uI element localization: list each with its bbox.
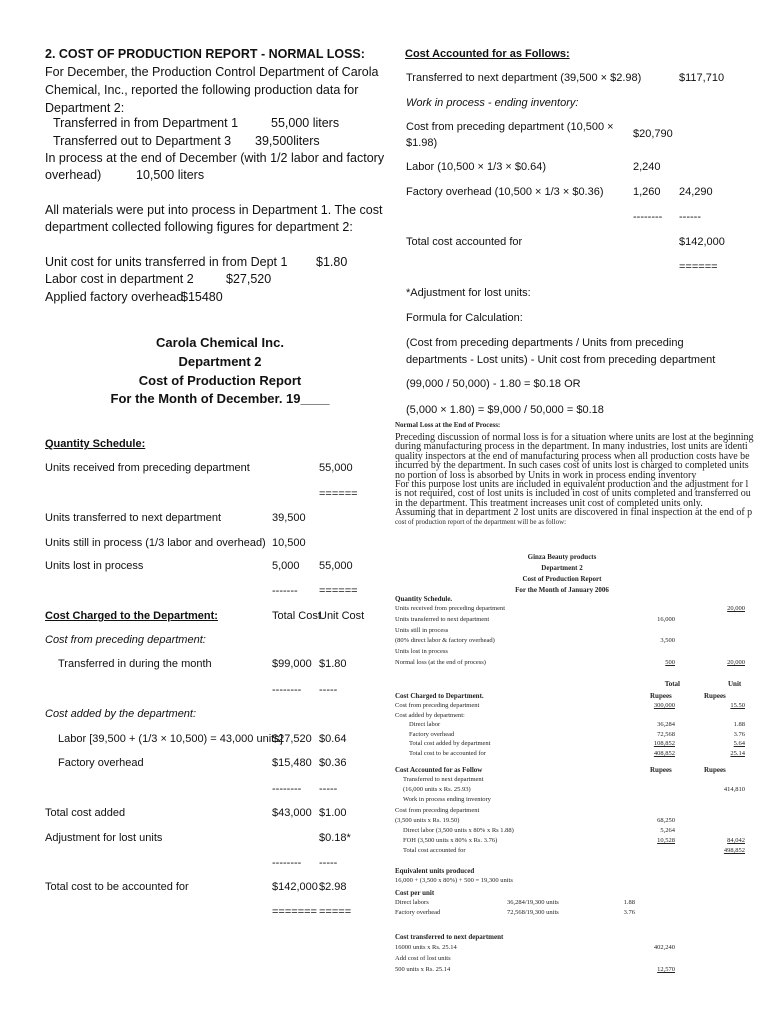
scan-table-row (395, 796, 765, 806)
scan-cell-value: 36,284 (657, 721, 675, 729)
scan-table-row (395, 627, 765, 637)
foh-value: 1,260 (633, 186, 661, 198)
scan-para-line: no portion of loss is absorbed by Units in work in process ending inventory (395, 469, 697, 481)
total-added-unit: $1.00 (319, 807, 347, 819)
divider: -------- (272, 684, 302, 696)
report-department: Department 2 (178, 354, 262, 369)
scan-cell-value: 3.76 (733, 730, 745, 738)
scan-cell-value: 408,852 (653, 750, 675, 757)
transferred-in-label: Transferred in from Department 1 (53, 116, 239, 130)
cfpd-line-2: $1.98) (406, 137, 438, 149)
scan-cell-label: (16,000 units x Rs. 25.93) (403, 786, 471, 794)
foh-label: Applied factory overhead (45, 290, 184, 304)
scan-cell-value: 12,570 (657, 966, 675, 973)
scan-cell-value: 16,000 (657, 615, 675, 623)
labor-row-total: $27,520 (272, 733, 312, 745)
foh-row-unit: $0.36 (319, 757, 347, 769)
scan-cell-label: Direct labor (409, 721, 441, 729)
scan-accounted-heading: Cost Accounted for as Follow (395, 766, 483, 774)
scan-table-row (395, 966, 765, 976)
scan-cell-value: 108,852 (653, 740, 675, 748)
scan-cell-value: 402,240 (653, 944, 675, 951)
adjustment-label: Adjustment for lost units (45, 832, 163, 844)
col-unit-cost: Unit Cost (319, 610, 365, 622)
scan-table-row (395, 702, 765, 712)
scan-cell-label: 500 units x Rs. 25.14 (395, 966, 451, 973)
adjustment-unit: $0.18* (319, 832, 351, 844)
scan-cell-value: 5,264 (660, 827, 675, 834)
scan-cell-label: Total cost added by department (409, 740, 491, 748)
scan-heading: Normal Loss at the End of Process: (395, 421, 501, 429)
report-period: For the Month of December. 19____ (110, 391, 330, 406)
transferred-value: $117,710 (679, 72, 725, 84)
received-label: Units received from preceding department (45, 462, 250, 474)
divider: ----- (319, 783, 338, 795)
scan-table-row (395, 740, 765, 750)
scan-cell-value: 84,042 (727, 837, 745, 845)
transferred-in-value: 55,000 liters (271, 116, 340, 130)
scan-table-row (395, 955, 765, 965)
materials-line-1: All materials were put into process in Department 1. The cost (45, 203, 383, 217)
calc-line-1: (99,000 / 50,000) - 1.80 = $0.18 OR (406, 378, 581, 390)
scan-equivalent-formula: 16,000 + (3,500 x 80%) + 500 = 19,300 units (395, 877, 513, 884)
total-accounted-total: $142,000 (272, 881, 318, 893)
scan-cell-label: Factory overhead (395, 909, 441, 916)
scan-cell-value: 3.76 (623, 909, 635, 916)
scan-cell-label: Units received from preceding department (395, 605, 506, 612)
scanned-excerpt (392, 418, 768, 988)
divider: ------- (272, 585, 298, 597)
scan-para-line: is not required, cost of lost units is included in cost of units completed and transferred ou (395, 488, 751, 500)
scan-cell-label: Total cost accounted for (403, 847, 466, 855)
col-total-cost: Total Cost (272, 610, 321, 622)
scan-para-line: quality inspectors at the end of manufacturing process when all production costs have be (395, 450, 750, 462)
scan-title-line: Department 2 (541, 564, 583, 572)
unit-cost-value: $1.80 (316, 255, 348, 269)
divider: ====== (319, 585, 358, 597)
in-process-line-1: In process at the end of December (with 1/2 labor and factory (45, 151, 385, 165)
cost-charged-heading: Cost Charged to the Department: (45, 610, 218, 622)
scan-cell-value: 15.50 (730, 702, 745, 709)
transferred-label: Transferred to next department (39,500 × $2.98) (406, 72, 642, 84)
scan-cell-label: Units transferred to next department (395, 615, 490, 623)
during-month-total: $99,000 (272, 658, 312, 670)
lost-label: Units lost in process (45, 560, 144, 572)
scan-cell-label: Normal loss (at the end of process) (395, 659, 486, 666)
transferred-out-value: 39,500liters (255, 134, 320, 148)
scan-cell-label: FOH (3,500 units x 80% x Rs. 3.76) (403, 837, 498, 845)
scan-para-line: Preceding discussion of normal loss is for a situation where units are lost at the beginning (395, 432, 754, 443)
formula-line-2: departments - Lost units) - Unit cost from preceding department (406, 354, 716, 366)
still-in-process-label: Units still in process (1/3 labor and overhead) (45, 537, 266, 549)
scan-table-row (395, 909, 765, 919)
formula-label: Formula for Calculation: (406, 312, 523, 324)
formula-line-1: (Cost from preceding departments / Units from preceding (406, 337, 684, 349)
scan-cell-value: 1.88 (733, 721, 745, 729)
in-process-value: 10,500 liters (136, 168, 205, 182)
scan-rupees: Rupees (650, 692, 672, 700)
scan-table-row (395, 786, 765, 796)
preceding-heading: Cost from preceding department: (45, 634, 206, 646)
transferred-out-label: Transferred out to Department 3 (53, 134, 232, 148)
labor-cost-label: Labor cost in department 2 (45, 272, 194, 286)
scan-cell-value: 300,000 (653, 702, 675, 709)
scan-cell-label: (80% direct labor & factory overhead) (395, 637, 495, 645)
report-title: Cost of Production Report (138, 373, 302, 388)
scan-table-row (395, 807, 765, 817)
divider: ------ (679, 211, 701, 223)
divider: ====== (679, 261, 718, 273)
foh-label: Factory overhead (10,500 × 1/3 × $0.36) (406, 186, 604, 198)
scan-cell-label: 16000 units x Rs. 25.14 (395, 944, 457, 951)
lost-value: 5,000 (272, 560, 300, 572)
scan-table-row (395, 637, 765, 647)
total-accounted-unit: $2.98 (319, 881, 347, 893)
scan-cell-label: (3,500 units x Rs. 19.50) (395, 816, 460, 824)
scan-cell-value: 498,852 (723, 847, 745, 855)
scan-title-line: For the Month of January 2006 (515, 586, 609, 594)
during-month-unit: $1.80 (319, 658, 347, 670)
scan-cell-label: Direct labors (395, 899, 429, 906)
in-process-line-2: overhead) (45, 168, 102, 182)
labor-label: Labor (10,500 × 1/3 × $0.64) (406, 161, 547, 173)
quantity-schedule-heading: Quantity Schedule: (45, 438, 146, 450)
materials-line-2: department collected following figures for department 2: (45, 220, 353, 234)
scan-hdr-unit: Unit (728, 680, 742, 688)
adjustment-note: *Adjustment for lost units: (406, 287, 531, 299)
intro-line-3: Department 2: (45, 101, 125, 115)
scan-table-row (395, 721, 765, 731)
scan-equivalent-heading: Equivalent units produced (395, 867, 475, 875)
foh-row-label: Factory overhead (58, 757, 144, 769)
divider: ====== (319, 488, 358, 500)
scan-para-line: during manufacturing process in the department. In many industries, lost units are identi (395, 441, 748, 453)
scan-table-row (395, 731, 765, 741)
scan-ctn-heading: Cost transferred to next department (395, 933, 504, 941)
divider: ===== (319, 906, 352, 918)
scan-cell-label: Cost from preceding department (395, 702, 480, 709)
labor-value: 2,240 (633, 161, 661, 173)
scan-cell-value: 25.14 (730, 750, 745, 757)
scan-table-row (395, 750, 765, 760)
wip-heading: Work in process - ending inventory: (406, 97, 579, 109)
scan-charged-heading: Cost Charged to Department. (395, 692, 484, 700)
scan-table-row (395, 944, 765, 954)
divider: ======= (272, 906, 317, 918)
foh-total: 24,290 (679, 186, 713, 198)
scan-para-line: incurred by the department. In such cases cost of units lost is charged to completed units (395, 460, 749, 472)
scan-qty-heading: Quantity Schedule. (395, 595, 453, 603)
scan-table-row (395, 817, 765, 827)
lost-total: 55,000 (319, 560, 353, 572)
scan-paragraph (395, 433, 754, 527)
total-label: Total cost accounted for (406, 236, 523, 248)
total-accounted-label: Total cost to be accounted for (45, 881, 189, 893)
scan-rupees: Rupees (704, 692, 726, 700)
scan-rupees: Rupees (704, 766, 726, 774)
scan-title-line: Cost of Production Report (522, 575, 602, 583)
scan-table-row (395, 605, 765, 615)
scan-table-row (395, 847, 765, 857)
intro-line-1: For December, the Production Control Department of Carola (45, 65, 379, 79)
scan-cell-value: 72,568 (657, 730, 675, 738)
scan-para-line: Assuming that in department 2 lost units are discovered in final inspection at the end of p (395, 507, 753, 519)
still-in-process-value: 10,500 (272, 537, 306, 549)
accounted-heading: Cost Accounted for as Follows: (405, 48, 570, 60)
scan-cell-formula: 72,568/19,300 units (507, 909, 559, 916)
scan-cell-label: Units lost in process (395, 648, 448, 656)
scan-table-row (395, 712, 765, 722)
scan-cell-label: Add cost of lost units (395, 955, 451, 962)
labor-cost-value: $27,520 (226, 272, 272, 286)
cfpd-line-1: Cost from preceding department (10,500 × (406, 121, 614, 133)
scan-table-row (395, 648, 765, 658)
divider: -------- (272, 857, 302, 869)
scan-table-row (395, 827, 765, 837)
scan-cell-value: 20,000 (727, 659, 745, 666)
section-heading: 2. COST OF PRODUCTION REPORT - NORMAL LOSS: (45, 47, 365, 61)
scan-cell-label: Units still in process (395, 626, 449, 634)
received-value: 55,000 (319, 462, 353, 474)
scan-cell-label: Work in process ending inventory (403, 796, 491, 804)
scan-cpu-heading: Cost per unit (395, 889, 435, 897)
scan-table-row (395, 616, 765, 626)
report-company: Carola Chemical Inc. (156, 335, 284, 350)
cfpd-value: $20,790 (633, 128, 673, 140)
foh-value: $15480 (181, 290, 223, 304)
total-value: $142,000 (679, 236, 725, 248)
scan-para-line: For this purpose lost units are included in equivalent production and the adjustment for l (395, 479, 749, 491)
scan-cell-formula: 36,284/19,300 units (507, 899, 559, 906)
during-month-label: Transferred in during the month (58, 658, 212, 670)
divider: ----- (319, 684, 338, 696)
scan-rupees: Rupees (650, 766, 672, 774)
transferred-next-label: Units transferred to next department (45, 512, 222, 524)
scan-para-line: cost of production report of the department will be as follow: (395, 517, 567, 526)
scan-title (462, 552, 662, 596)
scan-table-row (395, 659, 765, 669)
scan-cell-value: 5.64 (733, 740, 745, 748)
calc-line-2: (5,000 × 1.80) = $9,000 / 50,000 = $0.18 (406, 404, 604, 416)
divider: -------- (633, 211, 663, 223)
scan-cell-label: Direct labor (3,500 units x 80% x Rs 1.88) (403, 827, 514, 834)
scan-cell-value: 414,810 (723, 786, 745, 794)
labor-row-label: Labor [39,500 + (1/3 × 10,500) = 43,000 units] (58, 733, 283, 745)
divider: ----- (319, 857, 338, 869)
scan-cell-value: 3,500 (660, 637, 675, 645)
scan-cell-value: 1.88 (623, 899, 635, 906)
scan-table-row (395, 899, 765, 909)
scan-cell-value: 20,000 (727, 605, 745, 612)
scan-hdr-total: Total (664, 680, 680, 688)
scan-cell-value: 68,250 (657, 816, 675, 824)
scan-para-line: in the department. This treatment increases unit cost of completed units only. (395, 497, 703, 509)
total-added-total: $43,000 (272, 807, 312, 819)
added-heading: Cost added by the department: (45, 708, 197, 720)
scan-cell-label: Cost from preceding department (395, 806, 480, 814)
scan-cell-value: 500 (665, 659, 675, 666)
unit-cost-label: Unit cost for units transferred in from Dept 1 (45, 255, 288, 269)
scan-cell-label: Factory overhead (409, 730, 455, 738)
scan-cell-label: Cost added by department: (395, 711, 465, 719)
divider: -------- (272, 783, 302, 795)
scan-cell-label: Total cost to be accounted for (409, 750, 486, 757)
scan-table-row (395, 776, 765, 786)
foh-row-total: $15,480 (272, 757, 312, 769)
total-added-label: Total cost added (45, 807, 126, 819)
scan-title-line: Ginza Beauty products (527, 553, 597, 561)
intro-line-2: Chemical, Inc., reported the following production data for (45, 83, 359, 97)
scan-table-row (395, 837, 765, 847)
labor-row-unit: $0.64 (319, 733, 347, 745)
scan-cell-value: 10,528 (657, 837, 675, 845)
transferred-next-value: 39,500 (272, 512, 306, 524)
scan-cell-label: Transferred to next department (403, 776, 484, 783)
